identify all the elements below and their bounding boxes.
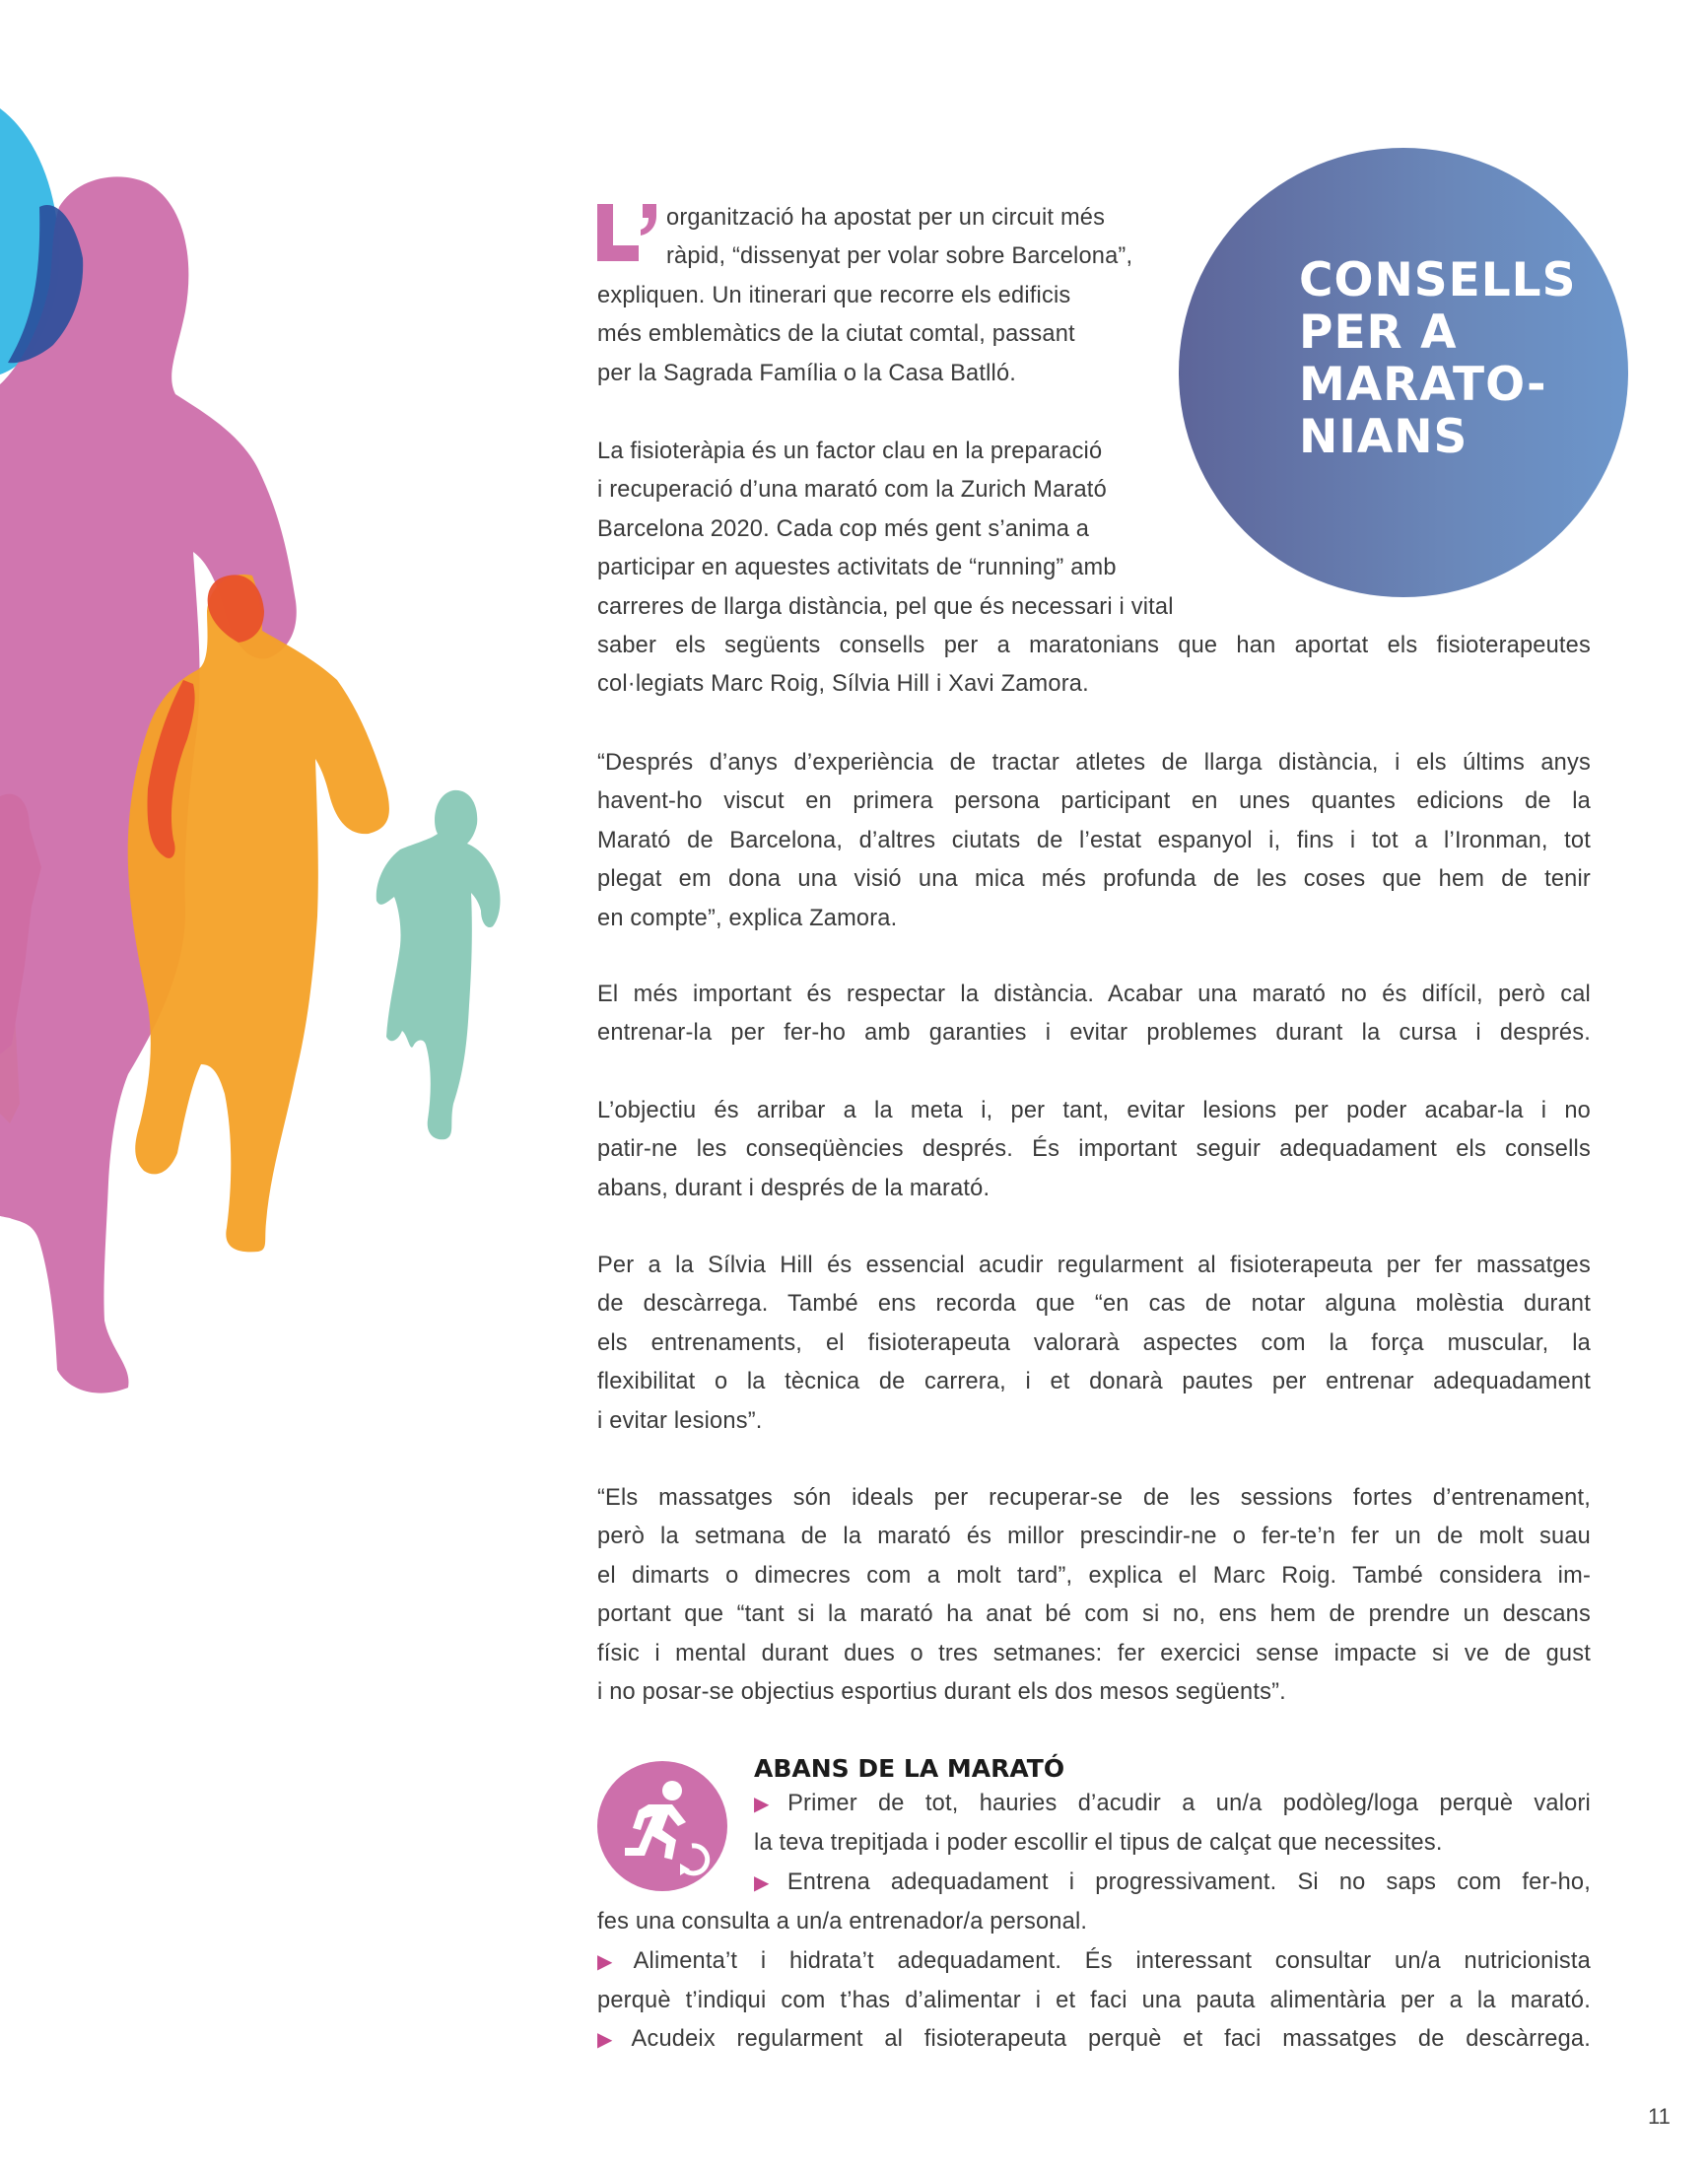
text-line: i no posar-se objectius esportius durant els dos mesos següents”. [597, 1679, 1286, 1706]
body-paragraph [597, 744, 1591, 938]
bullet-line: ▶ Acudeix regularment al fisioterapeuta perquè et faci massatges de descàrrega. [597, 2026, 1591, 2053]
text-line: havent-ho viscut en primera persona participant en unes quantes edicions de la [597, 788, 1591, 815]
text-line: La fisioteràpia és un factor clau en la preparació [597, 439, 1103, 464]
text-line: carreres de llarga distància, pel que és necessari i vital [597, 593, 1174, 620]
text-line: Per a la Sílvia Hill és essencial acudir regularment al fisioterapeuta per fer massatges [597, 1253, 1591, 1278]
text-line: i evitar lesions”. [597, 1407, 763, 1434]
text-line: saber els següents consells per a maratonians que han aportat els fisioterapeutes [597, 633, 1591, 659]
bullet-line: fes una consulta a un/a entrenador/a personal. [597, 1909, 1088, 1935]
page-number: 11 [1648, 2104, 1671, 2129]
body-paragraph [597, 1247, 1591, 1441]
title-line: PER A [1299, 306, 1458, 360]
text-line: més emblemàtics de la ciutat comtal, passant [597, 321, 1075, 348]
text-line: L’objectiu és arribar a la meta i, per tant, evitar lesions per poder acabar-la i no [597, 1098, 1591, 1123]
text-line: però la setmana de la marató és millor prescindir-ne o fer-te’n fer un de molt suau [597, 1524, 1591, 1550]
bullet-line: ▶ Primer de tot, hauries d’acudir a un/a podòleg/loga perquè valori [754, 1791, 1591, 1816]
teal-runner-shape [376, 790, 501, 1139]
text-line: Marató de Barcelona, d’altres ciutats de l’estat espanyol i, fins i tot a l’Ironman, tot [597, 827, 1591, 853]
text-line: portant que “tant si la marató ha anat bé com si no, ens hem de prendre un descans [597, 1601, 1591, 1628]
text-line: entrenar-la per fer-ho amb garanties i evitar problemes durant la cursa i després. [597, 1020, 1591, 1047]
intro-paragraph [597, 199, 1591, 393]
text-line: el dimarts o dimecres com a molt tard”, explica el Marc Roig. També considera im- [597, 1562, 1591, 1589]
bullet-marker: ▶ [754, 1871, 784, 1894]
text-line: participar en aquestes activitats de “running” amb [597, 555, 1117, 581]
text-line: plegat em dona una visió una mica més profunda de les coses que hem de tenir [597, 866, 1591, 893]
text-line: El més important és respectar la distància. Acabar una marató no és difícil, però cal [597, 982, 1591, 1007]
text-line: Barcelona 2020. Cada cop més gent s’anima a [597, 515, 1090, 542]
text-line: els entrenaments, el fisioterapeuta valorarà aspectes com la força muscular, la [597, 1329, 1591, 1356]
text-line: per la Sagrada Família o la Casa Batlló. [597, 360, 1017, 386]
text-line: abans, durant i després de la marató. [597, 1175, 991, 1201]
text-line: col·legiats Marc Roig, Sílvia Hill i Xavi Zamora. [597, 671, 1089, 698]
text-line: organització ha apostat per un circuit més [666, 205, 1106, 231]
text-line: ràpid, “dissenyat per volar sobre Barcelona”, [666, 243, 1133, 270]
text-line: “Els massatges són ideals per recuperar-se de les sessions fortes d’entrenament, [597, 1485, 1591, 1511]
text-line: físic i mental durant dues o tres setmanes: fer exercici sense impacte si ve de gust [597, 1640, 1591, 1666]
bullet-line: ▶ Entrena adequadament i progressivament. Si no saps com fer-ho, [754, 1868, 1591, 1895]
bullet-line: perquè t’indiqui com t’has d’alimentar i et faci una pauta alimentària per a la marató. [597, 1988, 1591, 2014]
runners-illustration [0, 0, 512, 1429]
text-line: de descàrrega. També ens recorda que “en cas de notar alguna molèstia durant [597, 1291, 1591, 1318]
text-line: i recuperació d’una marató com la Zurich Marató [597, 477, 1107, 504]
body-paragraph [597, 1092, 1591, 1208]
title-line: CONSELLS [1299, 253, 1577, 307]
bullet-line: la teva trepitjada i poder escollir el tipus de calçat que necessites. [754, 1830, 1443, 1857]
body-paragraph [597, 976, 1591, 1053]
text-line: flexibilitat o la tècnica de carrera, i et donarà pautes per entrenar adequadament [597, 1369, 1591, 1395]
body-paragraph [597, 1479, 1591, 1712]
bullet-marker: ▶ [597, 1950, 630, 1973]
bullet-list [597, 1785, 1591, 2061]
text-line: “Després d’anys d’experiència de tractar atletes de llarga distància, i els últims anys [597, 750, 1591, 776]
body-paragraph [597, 433, 1591, 705]
text-line: patir-ne les conseqüències després. És important seguir adequadament els consells [597, 1136, 1591, 1163]
bullet-marker: ▶ [754, 1794, 785, 1815]
bullet-marker: ▶ [597, 2029, 628, 2052]
text-line: expliquen. Un itinerari que recorre els edificis [597, 282, 1071, 308]
bullet-line: ▶ Alimenta’t i hidrata’t adequadament. És interessant consultar un/a nutricionista [597, 1947, 1591, 1974]
text-line: en compte”, explica Zamora. [597, 905, 898, 931]
abans-title: ABANS DE LA MARATÓ [754, 1754, 1065, 1783]
title-line: MARATO- [1299, 358, 1547, 412]
title-line: NIANS [1299, 410, 1469, 464]
